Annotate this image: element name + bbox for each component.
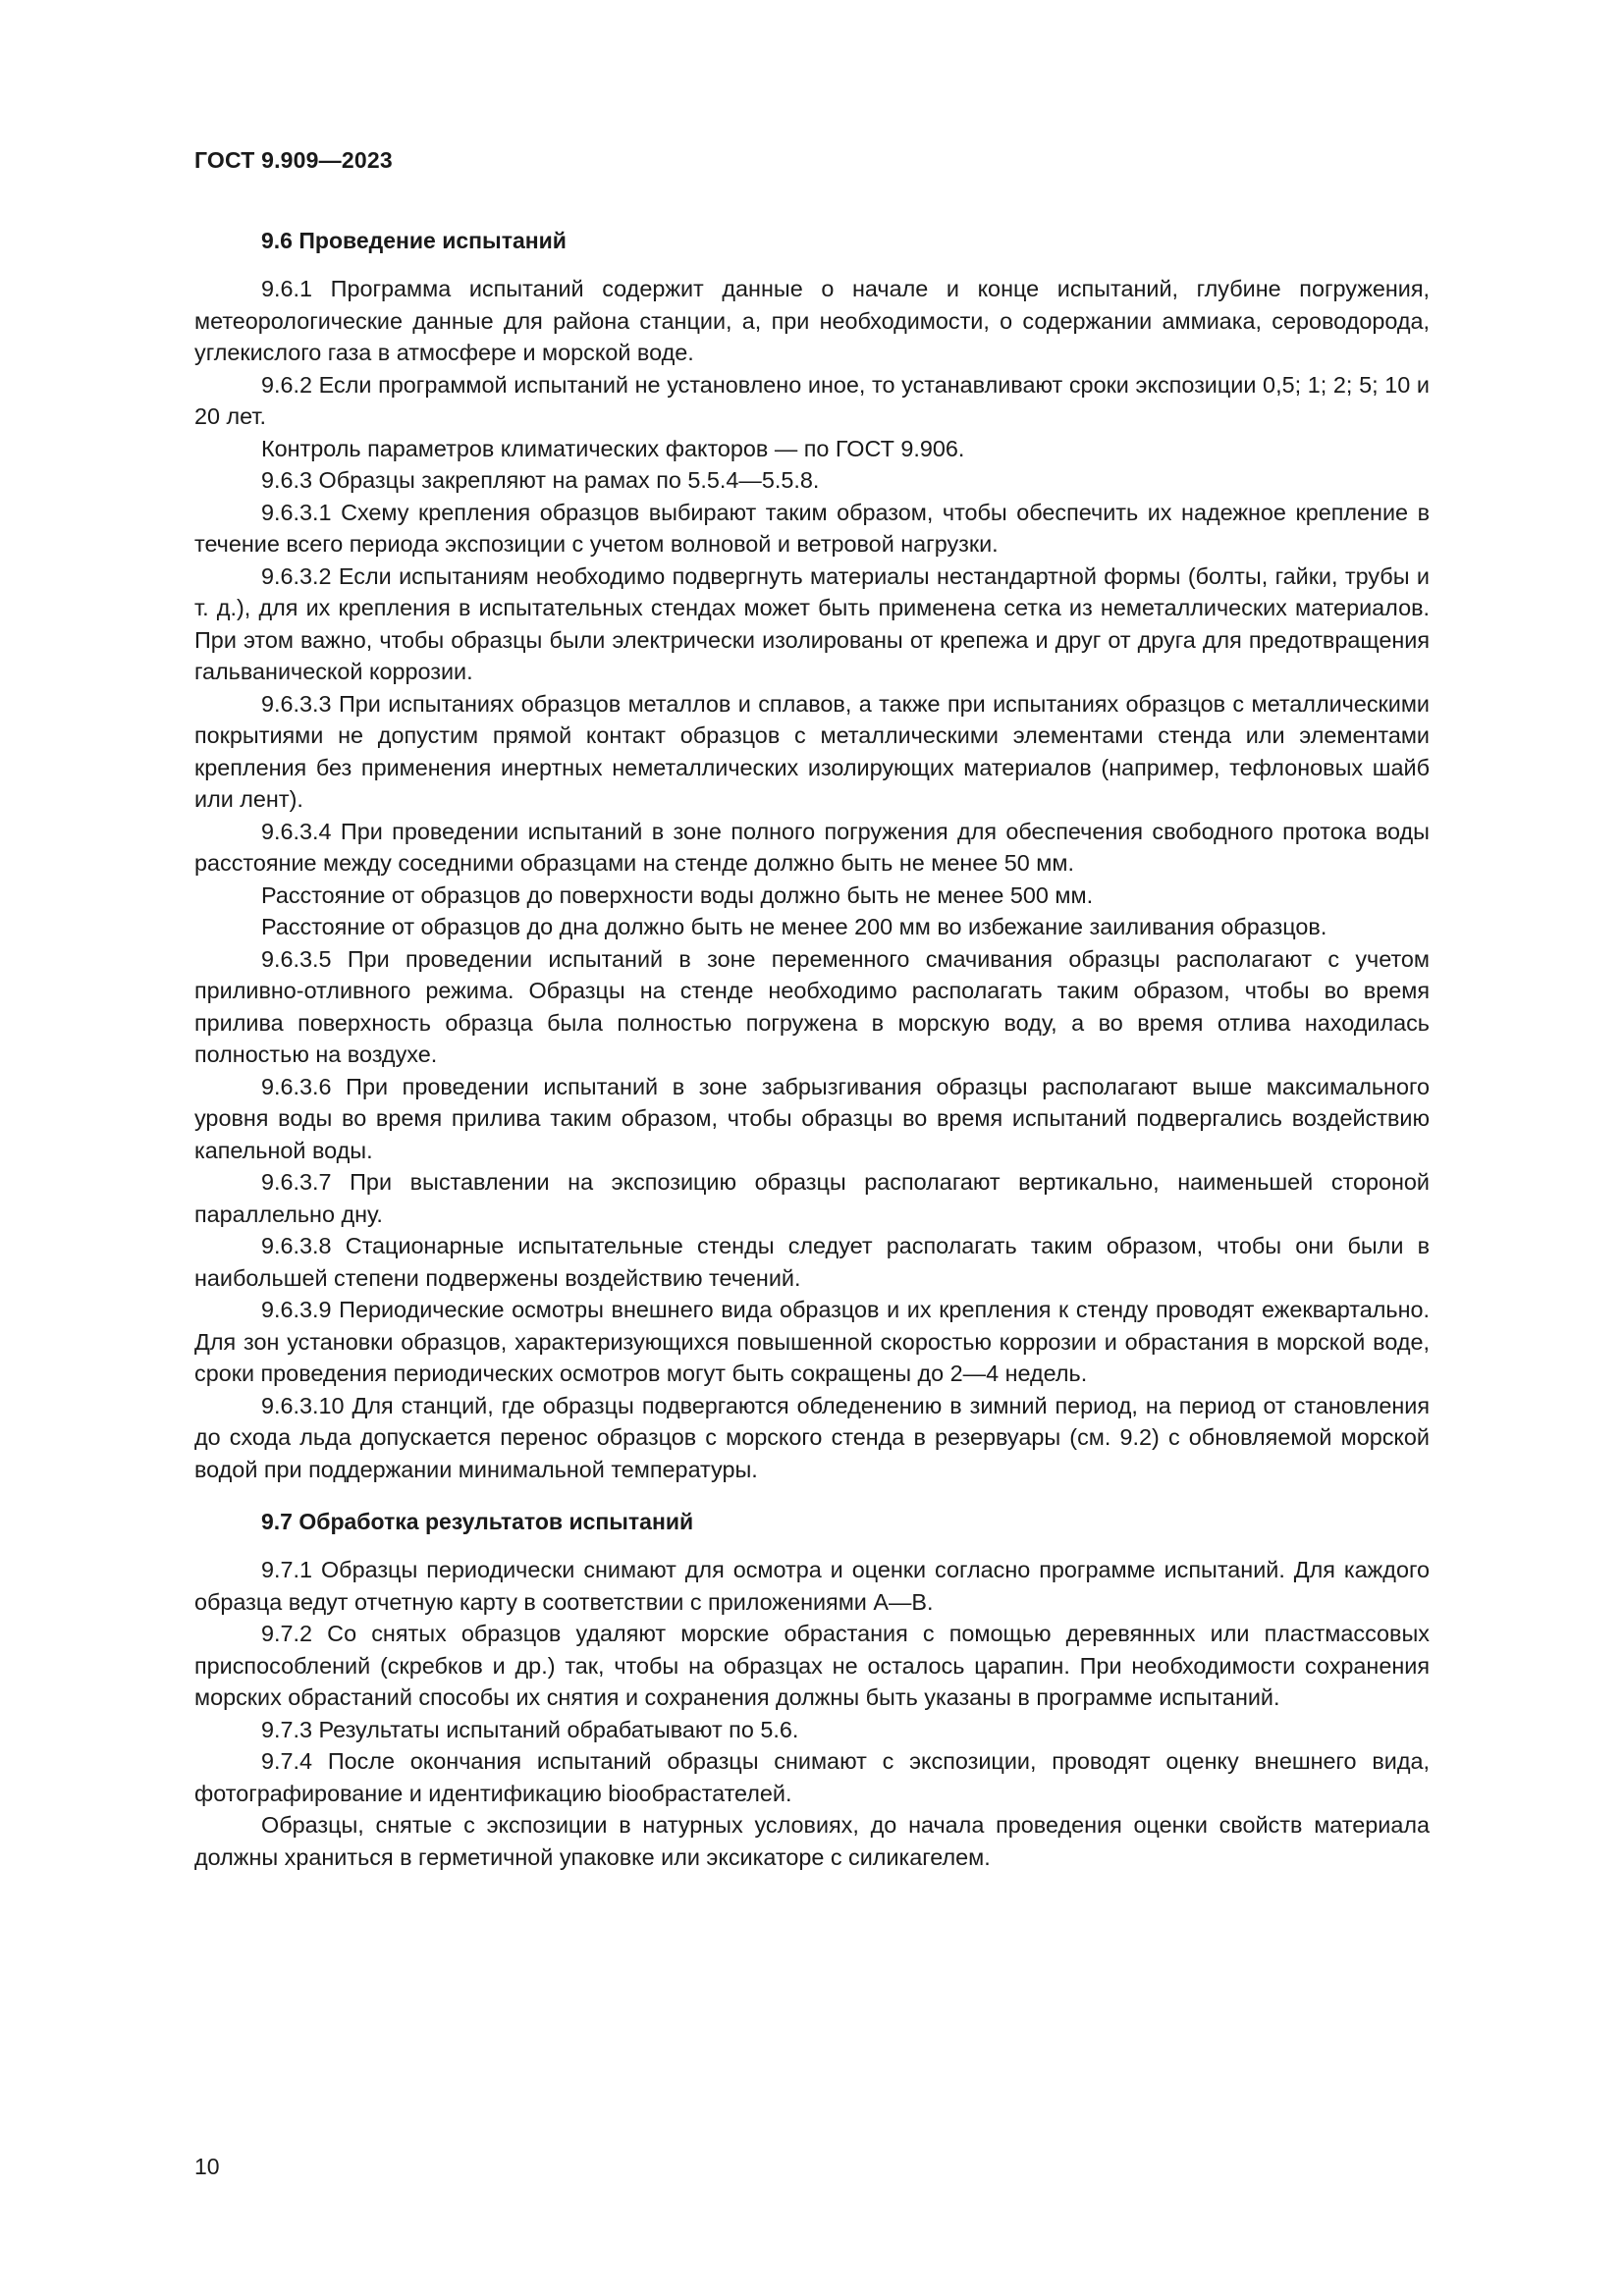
- paragraph-9-6-3-10: 9.6.3.10 Для станций, где образцы подвергаются обледенению в зимний период, на период от становления до схода льда допускается перенос образцов с морского стенда в резервуары (см. 9.2) с обновляемой морской водой при поддержании минимальной температуры.: [194, 1392, 1430, 1482]
- paragraph-9-6-3-2: 9.6.3.2 Если испытаниям необходимо подвергнуть материалы нестандартной формы (болты, гайки, трубы и т. д.), для их крепления в испытательных стендах может быть применена сетка из неметаллических материалов. При этом важно, чтобы образцы были электрически изолированы от крепежа и друг от друга для предотвращения гальванической коррозии.: [194, 562, 1430, 684]
- paragraph-distance-bottom: Расстояние от образцов до дна должно быть не менее 200 мм во избежание заиливания образцов.: [261, 914, 1327, 939]
- section-heading-9-7: 9.7 Обработка результатов испытаний: [261, 1509, 694, 1534]
- paragraph-9-6-1: 9.6.1 Программа испытаний содержит данные о начале и конце испытаний, глубине погружения, метеорологические данные для района станции, а, при необходимости, о содержании аммиака, сероводорода, углекислого газа в атмосфере и морской воде.: [194, 276, 1430, 365]
- paragraph-9-6-3-3: 9.6.3.3 При испытаниях образцов металлов и сплавов, а также при испытаниях образцов с металлическими покрытиями не допустим прямой контакт образцов с металлическими элементами стенда или элементами крепления без применения инертных неметаллических изолирующих материалов (например, тефлоновых шайб или лент).: [194, 690, 1430, 812]
- paragraph-9-6-3-1: 9.6.3.1 Схему крепления образцов выбирают таким образом, чтобы обеспечить их надежное крепление в течение всего периода экспозиции с учетом волновой и ветровой нагрузки.: [194, 499, 1430, 557]
- paragraph-climate-control: Контроль параметров климатических факторов — по ГОСТ 9.906.: [261, 435, 965, 461]
- paragraph-9-6-2: 9.6.2 Если программой испытаний не установлено иное, то устанавливают сроки экспозиции 0,5; 1; 2; 5; 10 и 20 лет.: [194, 371, 1430, 429]
- paragraph-distance-surface: Расстояние от образцов до поверхности воды должно быть не менее 500 мм.: [261, 881, 1094, 908]
- document-body: [194, 224, 1430, 1873]
- paragraph-9-6-3-8: 9.6.3.8 Стационарные испытательные стенды следует располагать таким образом, чтобы они были в наибольшей степени подвержены воздействию течений.: [194, 1233, 1430, 1291]
- paragraph-9-6-3-5: 9.6.3.5 При проведении испытаний в зоне переменного смачивания образцы располагают с учетом приливно-отливного режима. Образцы на стенде необходимо располагать таким образом, чтобы во время прилива поверхность образца была полностью погружена в морскую воду, а во время отлива находилась полностью на воздухе.: [194, 945, 1430, 1067]
- paragraph-9-6-3-9: 9.6.3.9 Периодические осмотры внешнего вида образцов и их крепления к стенду проводят ежеквартально. Для зон установки образцов, характеризующихся повышенной скоростью коррозии и обрастания в морской воде, сроки проведения периодических осмотров могут быть сокращены до 2—4 недель.: [194, 1297, 1430, 1386]
- paragraph-9-6-3-4: 9.6.3.4 При проведении испытаний в зоне полного погружения для обеспечения свободного протока воды расстояние между соседними образцами на стенде должно быть не менее 50 мм.: [194, 818, 1430, 876]
- section-heading-9-6: 9.6 Проведение испытаний: [261, 228, 567, 253]
- paragraph-9-6-3-7: 9.6.3.7 При выставлении на экспозицию образцы располагают вертикально, наименьшей стороной параллельно дну.: [194, 1169, 1430, 1227]
- paragraph-9-6-3: 9.6.3 Образцы закрепляют на рамах по 5.5.4—5.5.8.: [261, 467, 820, 493]
- paragraph-9-6-3-6: 9.6.3.6 При проведении испытаний в зоне забрызгивания образцы располагают выше максимального уровня воды во время прилива таким образом, чтобы образцы во время испытаний подвергались воздействию капельной воды.: [194, 1073, 1430, 1163]
- page-number: 10: [194, 2154, 220, 2179]
- paragraph-9-7-4: 9.7.4 После окончания испытаний образцы снимают с экспозиции, проводят оценку внешнего вида, фотографирование и идентификацию biообрастателей.: [194, 1748, 1430, 1806]
- paragraph-9-7-3: 9.7.3 Результаты испытаний обрабатывают по 5.6.: [261, 1716, 799, 1742]
- paragraph-storage: Образцы, снятые с экспозиции в натурных условиях, до начала проведения оценки свойств материала должны храниться в герметичной упаковке или эксикаторе с силикагелем.: [194, 1812, 1430, 1870]
- paragraph-9-7-1: 9.7.1 Образцы периодически снимают для осмотра и оценки согласно программе испытаний. Для каждого образца ведут отчетную карту в соответствии с приложениями А—В.: [194, 1557, 1430, 1615]
- paragraph-9-7-2: 9.7.2 Со снятых образцов удаляют морские обрастания с помощью деревянных или пластмассовых приспособлений (скребков и др.) так, чтобы на образцах не осталось царапин. При необходимости сохранения морских обрастаний способы их снятия и сохранения должны быть указаны в программе испытаний.: [194, 1621, 1430, 1710]
- document-header-code: ГОСТ 9.909—2023: [194, 147, 393, 173]
